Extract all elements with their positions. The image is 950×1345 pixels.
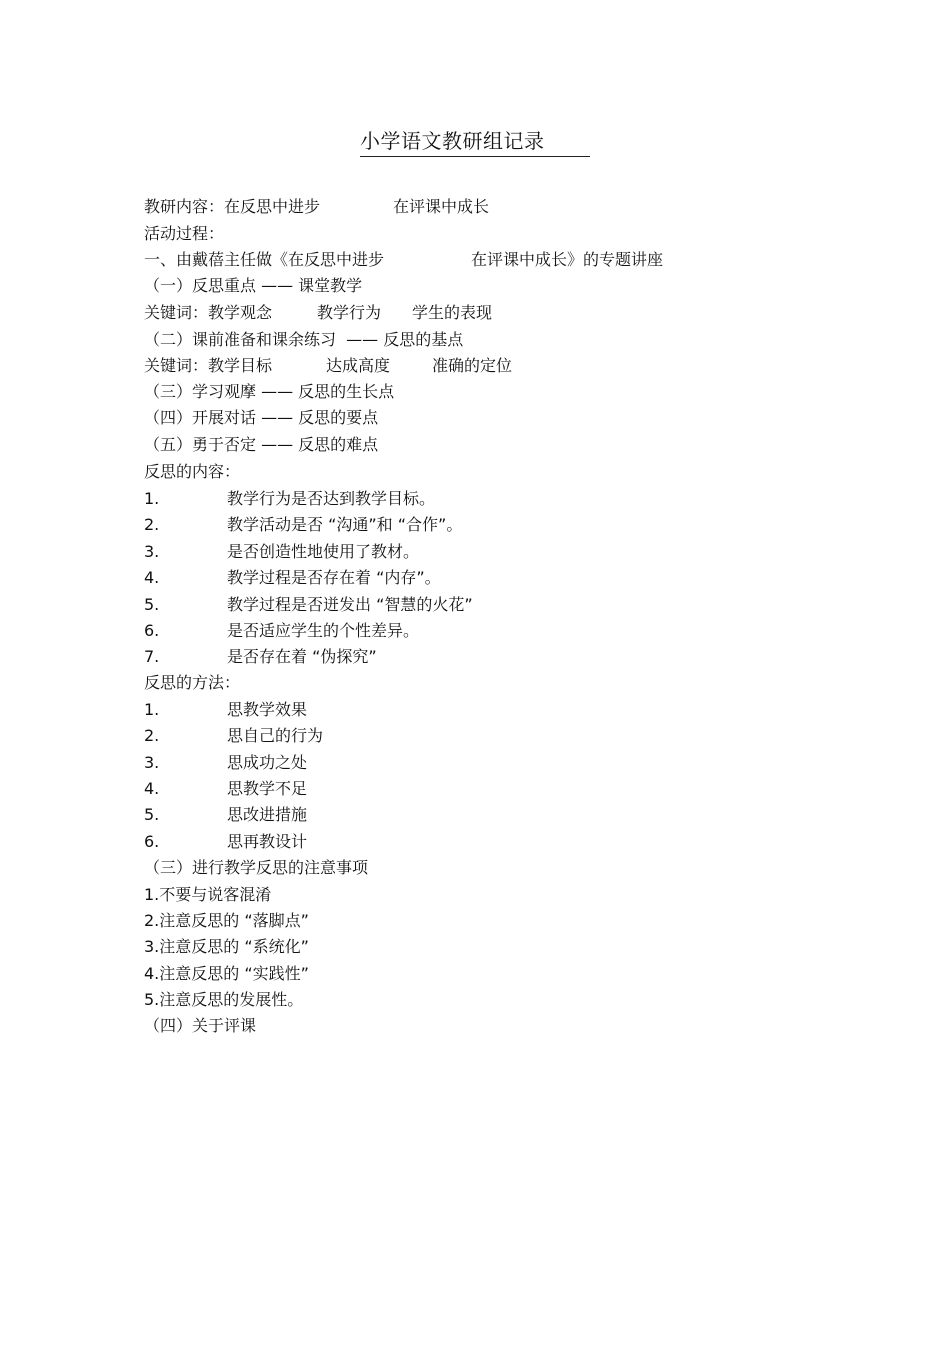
item-number: 4. (144, 779, 160, 798)
item-number: 6. (144, 832, 160, 851)
note-item: 2.注意反思的 “落脚点” (144, 911, 309, 930)
note-item: 1.不要与说客混淆 (144, 885, 272, 904)
kw1-b: 教学行为 (317, 303, 382, 322)
item-number: 5. (144, 805, 160, 824)
kw1-a: 关键词：教学观念 (144, 303, 273, 322)
item-number: 5. (144, 595, 160, 614)
section-1: （一）反思重点 —— 课堂教学 (144, 276, 363, 295)
item-text: 思教学不足 (227, 779, 308, 798)
item-text: 是否创造性地使用了教材。 (227, 542, 420, 561)
content-part2: 在评课中成长 (393, 197, 490, 216)
item-text: 教学行为是否达到教学目标。 (227, 489, 436, 508)
kw2-c: 准确的定位 (432, 356, 513, 375)
item-number: 2. (144, 515, 160, 534)
kw2-b: 达成高度 (326, 356, 391, 375)
item-text: 是否适应学生的个性差异。 (227, 621, 420, 640)
item-number: 6. (144, 621, 160, 640)
kw1-c: 学生的表现 (412, 303, 493, 322)
page-title-underline (360, 128, 590, 157)
page-title: 小学语文教研组记录 (360, 129, 545, 153)
note-item: 4.注意反思的 “实践性” (144, 964, 309, 983)
content-heading: 反思的内容： (144, 462, 241, 481)
note-item: 3.注意反思的 “系统化” (144, 937, 309, 956)
lecture-part1: 一、由戴蓓主任做《在反思中进步 (144, 250, 385, 269)
section-4: （四）开展对话 —— 反思的要点 (144, 408, 379, 427)
lecture-part2: 在评课中成长》的专题讲座 (471, 250, 664, 269)
item-number: 1. (144, 700, 160, 719)
kw2-a: 关键词：教学目标 (144, 356, 273, 375)
item-text: 思教学效果 (227, 700, 308, 719)
method-heading: 反思的方法： (144, 673, 241, 692)
item-text: 思自己的行为 (227, 726, 324, 745)
item-number: 3. (144, 753, 160, 772)
item-number: 1. (144, 489, 160, 508)
item-number: 7. (144, 647, 160, 666)
item-text: 思改进措施 (227, 805, 308, 824)
section-5: （五）勇于否定 —— 反思的难点 (144, 435, 379, 454)
item-text: 教学活动是否 “沟通”和 “合作”。 (227, 515, 463, 534)
item-number: 4. (144, 568, 160, 587)
content-label: 教研内容：在反思中进步 (144, 197, 321, 216)
item-text: 是否存在着 “伪探究” (227, 647, 377, 666)
section-3: （三）学习观摩 —— 反思的生长点 (144, 382, 395, 401)
item-number: 3. (144, 542, 160, 561)
notes-heading: （三）进行教学反思的注意事项 (144, 858, 369, 877)
item-text: 思再教设计 (227, 832, 308, 851)
item-text: 教学过程是否存在着 “内存”。 (227, 568, 441, 587)
eval-heading: （四）关于评课 (144, 1016, 257, 1035)
note-item: 5.注意反思的发展性。 (144, 990, 304, 1009)
section-2: （二）课前准备和课余练习 —— 反思的基点 (144, 330, 464, 349)
item-number: 2. (144, 726, 160, 745)
item-text: 教学过程是否迸发出 “智慧的火花” (227, 595, 473, 614)
process-label: 活动过程： (144, 224, 225, 243)
item-text: 思成功之处 (227, 753, 308, 772)
